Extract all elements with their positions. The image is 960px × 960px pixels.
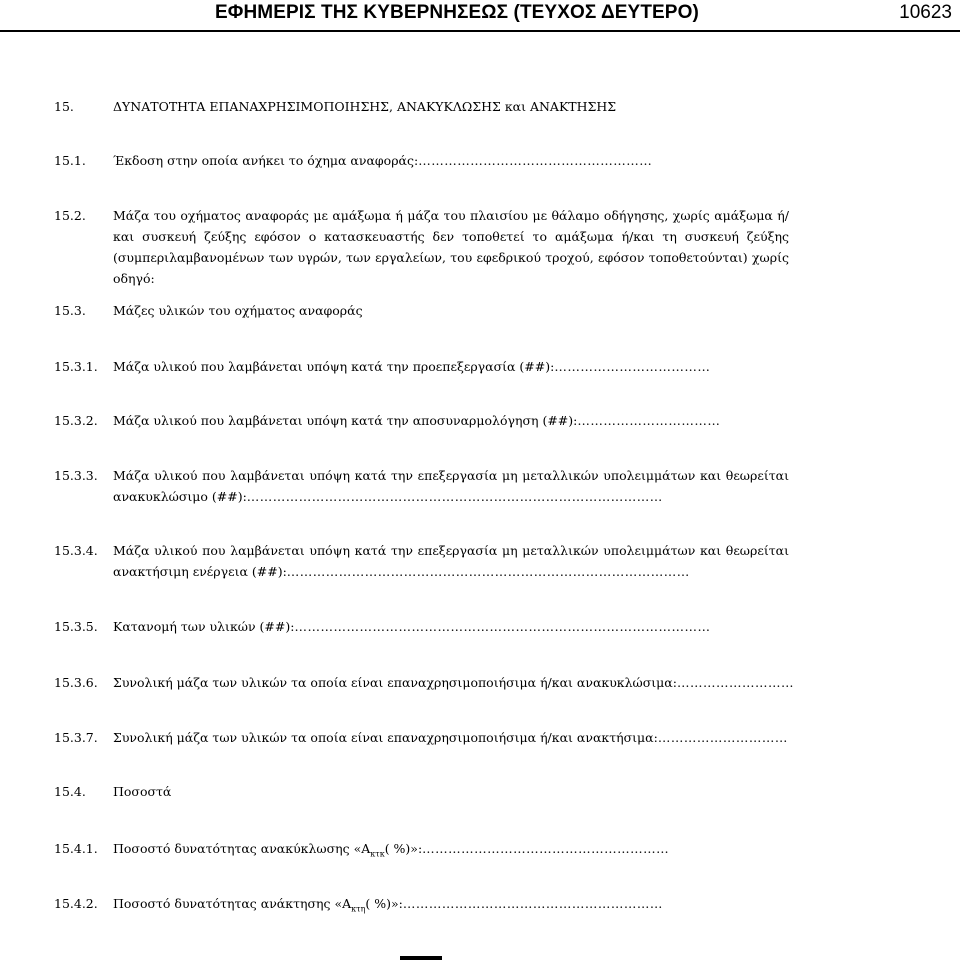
item-number: 15.3.2.	[54, 413, 98, 428]
subscript: κτη	[351, 904, 366, 914]
footer-marker	[400, 956, 442, 960]
item-paragraph: Μάζα του οχήματος αναφοράς με αμάξωμα ή μάζα του πλαισίου με θάλαμο οδήγησης, χωρίς αμάξωμα ή/και συσκευή ζεύξης εφόσον ο κατασκευαστής δεν τοποθετεί το αμάξωμα ή/και τη συσκευή ζεύξης (συμπεριλαμβανομένων των υγρών, των εργαλείων, του εφεδρικού τροχού, εφόσον τοποθετούνται) χωρίς οδηγό:	[113, 208, 789, 286]
section-heading: ΔΥΝΑΤΟΤΗΤΑ ΕΠΑΝΑΧΡΗΣΙΜΟΠΟΙΗΣΗΣ, ΑΝΑΚΥΚΛΩΣΗΣ και ΑΝΑΚΤΗΣΗΣ	[113, 99, 617, 114]
item-label: Συνολική μάζα των υλικών τα οποία είναι επαναχρησιμοποιήσιμα ή/και ανακτήσιμα:	[113, 730, 658, 745]
fill-in-dots[interactable]: ………………………………	[554, 359, 711, 374]
item-label: Μάζα υλικού που λαμβάνεται υπόψη κατά την προεπεξεργασία (##):	[113, 359, 555, 374]
item-label: Έκδοση στην οποία ανήκει το όχημα αναφοράς:	[113, 153, 419, 168]
item-number: 15.3.6.	[54, 675, 98, 690]
fill-in-dots[interactable]: ……………………………………………………………………………………	[246, 489, 663, 504]
fill-in-dots[interactable]: ………………………	[676, 675, 794, 690]
item-number: 15.3.7.	[54, 730, 98, 745]
item-label: Ποσοστό δυνατότητας ανάκτησης «A	[113, 896, 352, 911]
item-number: 15.3.	[54, 303, 86, 318]
item-label: Μάζα υλικού που λαμβάνεται υπόψη κατά την επεξεργασία μη μεταλλικών υπολειμμάτων και θεωρείται ανακτήσιμη ενέργεια (##):	[113, 543, 789, 579]
item-number: 15.3.4.	[54, 543, 98, 558]
item-number: 15.4.	[54, 784, 86, 799]
item-number: 15.3.3.	[54, 468, 98, 483]
item-number: 15.4.2.	[54, 896, 98, 911]
item-label-suffix: ( %)»:	[384, 841, 423, 856]
fill-in-dots[interactable]: …………………………………………………	[422, 841, 670, 856]
item-label: Μάζα υλικού που λαμβάνεται υπόψη κατά την επεξεργασία μη μεταλλικών υπολειμμάτων και θεωρείται ανακυκλώσιμο (##):	[113, 468, 789, 504]
item-number: 15.1.	[54, 153, 86, 168]
item-label: Ποσοστό δυνατότητας ανακύκλωσης «A	[113, 841, 371, 856]
item-label-suffix: ( %)»:	[365, 896, 403, 911]
page-header	[0, 0, 960, 32]
item-number: 15.3.1.	[54, 359, 98, 374]
fill-in-dots[interactable]: …………………………………………………………………………………	[286, 564, 690, 579]
item-label: Μάζα υλικού που λαμβάνεται υπόψη κατά την αποσυναρμολόγηση (##):	[113, 413, 578, 428]
header-divider	[0, 30, 960, 32]
fill-in-dots[interactable]: ………………………………………………	[418, 153, 653, 168]
item-heading: Μάζες υλικών του οχήματος αναφοράς	[113, 303, 363, 318]
fill-in-dots[interactable]: ……………………………	[577, 413, 721, 428]
item-number: 15.3.5.	[54, 619, 98, 634]
fill-in-dots[interactable]: ……………………………………………………………………………………	[294, 619, 711, 634]
section-number: 15.	[54, 99, 74, 114]
item-label: Κατανομή των υλικών (##):	[113, 619, 295, 634]
fill-in-dots[interactable]: ……………………………………………………	[402, 896, 663, 911]
item-number: 15.2.	[54, 208, 86, 223]
subscript: κτκ	[370, 849, 385, 859]
item-label: Συνολική μάζα των υλικών τα οποία είναι επαναχρησιμοποιήσιμα ή/και ανακυκλώσιμα:	[113, 675, 677, 690]
gazette-title: ΕΦΗΜΕΡΙΣ ΤΗΣ ΚΥΒΕΡΝΗΣΕΩΣ (ΤΕΥΧΟΣ ΔΕΥΤΕΡΟ)	[215, 2, 699, 23]
page-number: 10623	[899, 2, 952, 23]
item-heading: Ποσοστά	[113, 784, 172, 799]
item-number: 15.4.1.	[54, 841, 98, 856]
fill-in-dots[interactable]: …………………………	[657, 730, 788, 745]
